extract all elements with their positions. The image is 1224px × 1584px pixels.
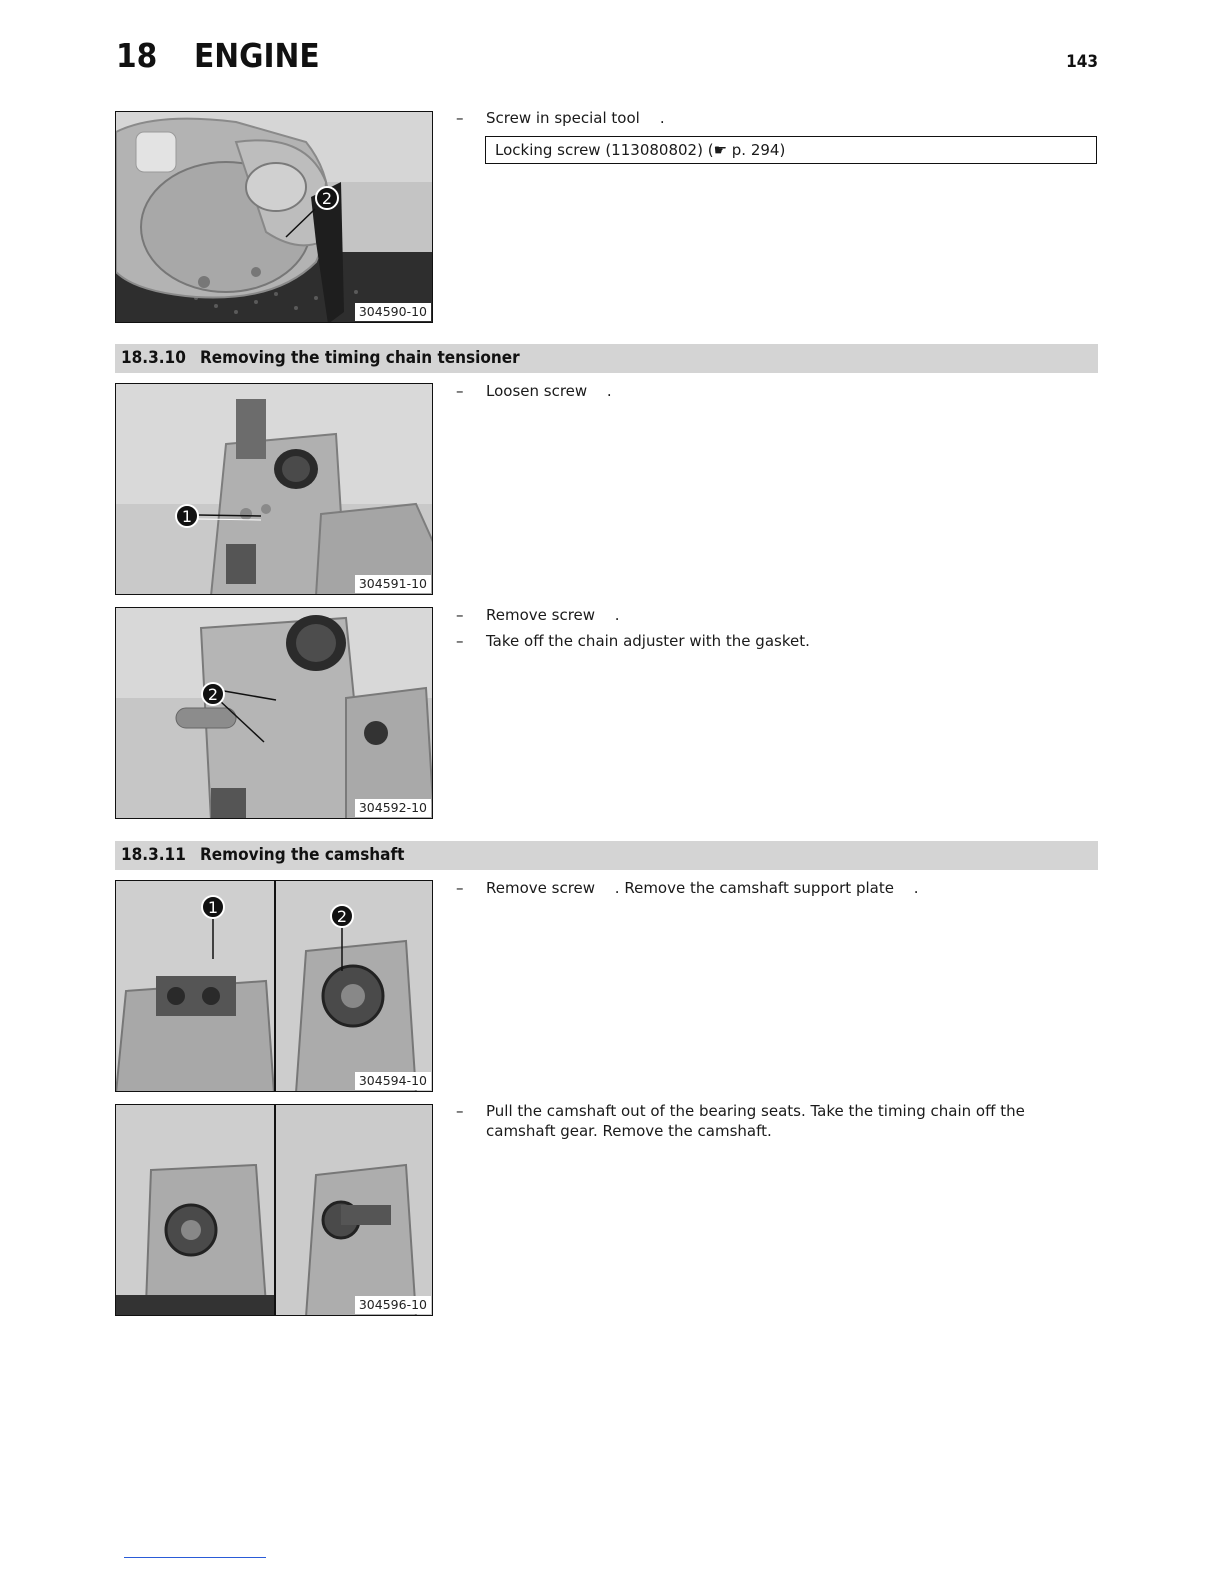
- page-number: 143: [1066, 52, 1098, 72]
- tool-text: Locking screw (113080802) (: [495, 141, 714, 159]
- section-title: Removing the camshaft: [200, 845, 405, 865]
- photo-id-label: 304592-10: [355, 799, 431, 817]
- engine-photo: [115, 383, 433, 595]
- chain-tensioner-illustration: [116, 384, 433, 595]
- section-number: 18.3.10: [121, 348, 186, 368]
- photo-id-label: 304596-10: [355, 1296, 431, 1314]
- step-text-part: Screw in special tool: [486, 109, 640, 127]
- step-text: Remove screw .: [486, 606, 620, 624]
- section-title: Removing the timing chain tensioner: [200, 348, 520, 368]
- callout-number: 2: [207, 685, 219, 704]
- clutch-cover-illustration: [116, 112, 433, 323]
- special-tool-box: [485, 136, 1097, 164]
- chapter-title: ENGINE: [194, 36, 320, 75]
- step-text: Loosen screw .: [486, 382, 612, 400]
- step-text: Remove screw . Remove the camshaft support plate .: [486, 879, 919, 897]
- camshaft-removal-illustration: [116, 1105, 433, 1316]
- footer-link-rule: [124, 1557, 266, 1558]
- page-reference: p. 294): [727, 141, 786, 159]
- step-marker: –: [456, 1102, 464, 1120]
- step-marker: –: [456, 382, 464, 400]
- pointing-hand-icon: ☛: [713, 141, 728, 159]
- callout-number: 2: [336, 907, 348, 926]
- callout-number: 1: [181, 507, 193, 526]
- step-text: Pull the camshaft out of the bearing seats. Take the timing chain off the camshaft gear. Remove the camshaft.: [486, 1102, 1025, 1140]
- engine-photo: [115, 111, 433, 323]
- photo-id-label: 304590-10: [355, 303, 431, 321]
- photo-id-label: 304594-10: [355, 1072, 431, 1090]
- chapter-number: 18: [116, 36, 158, 75]
- section-heading: [115, 344, 1098, 373]
- chain-adjuster-illustration: [116, 608, 433, 819]
- step-marker: –: [456, 109, 464, 127]
- camshaft-plate-illustration: [116, 881, 433, 1092]
- step-marker: –: [456, 606, 464, 624]
- step-text-part: .: [659, 109, 665, 127]
- callout-number: 1: [207, 898, 219, 917]
- step-marker: –: [456, 632, 464, 650]
- engine-photo: [115, 607, 433, 819]
- callout-number: 2: [321, 189, 333, 208]
- section-heading: [115, 841, 1098, 870]
- engine-photo: [115, 1104, 433, 1316]
- section-number: 18.3.11: [121, 845, 186, 865]
- step-text: [486, 108, 1098, 128]
- chapter-heading: [116, 36, 320, 75]
- step-marker: –: [456, 879, 464, 897]
- photo-id-label: 304591-10: [355, 575, 431, 593]
- step-text: Take off the chain adjuster with the gasket.: [486, 632, 810, 650]
- engine-photo: [115, 880, 433, 1092]
